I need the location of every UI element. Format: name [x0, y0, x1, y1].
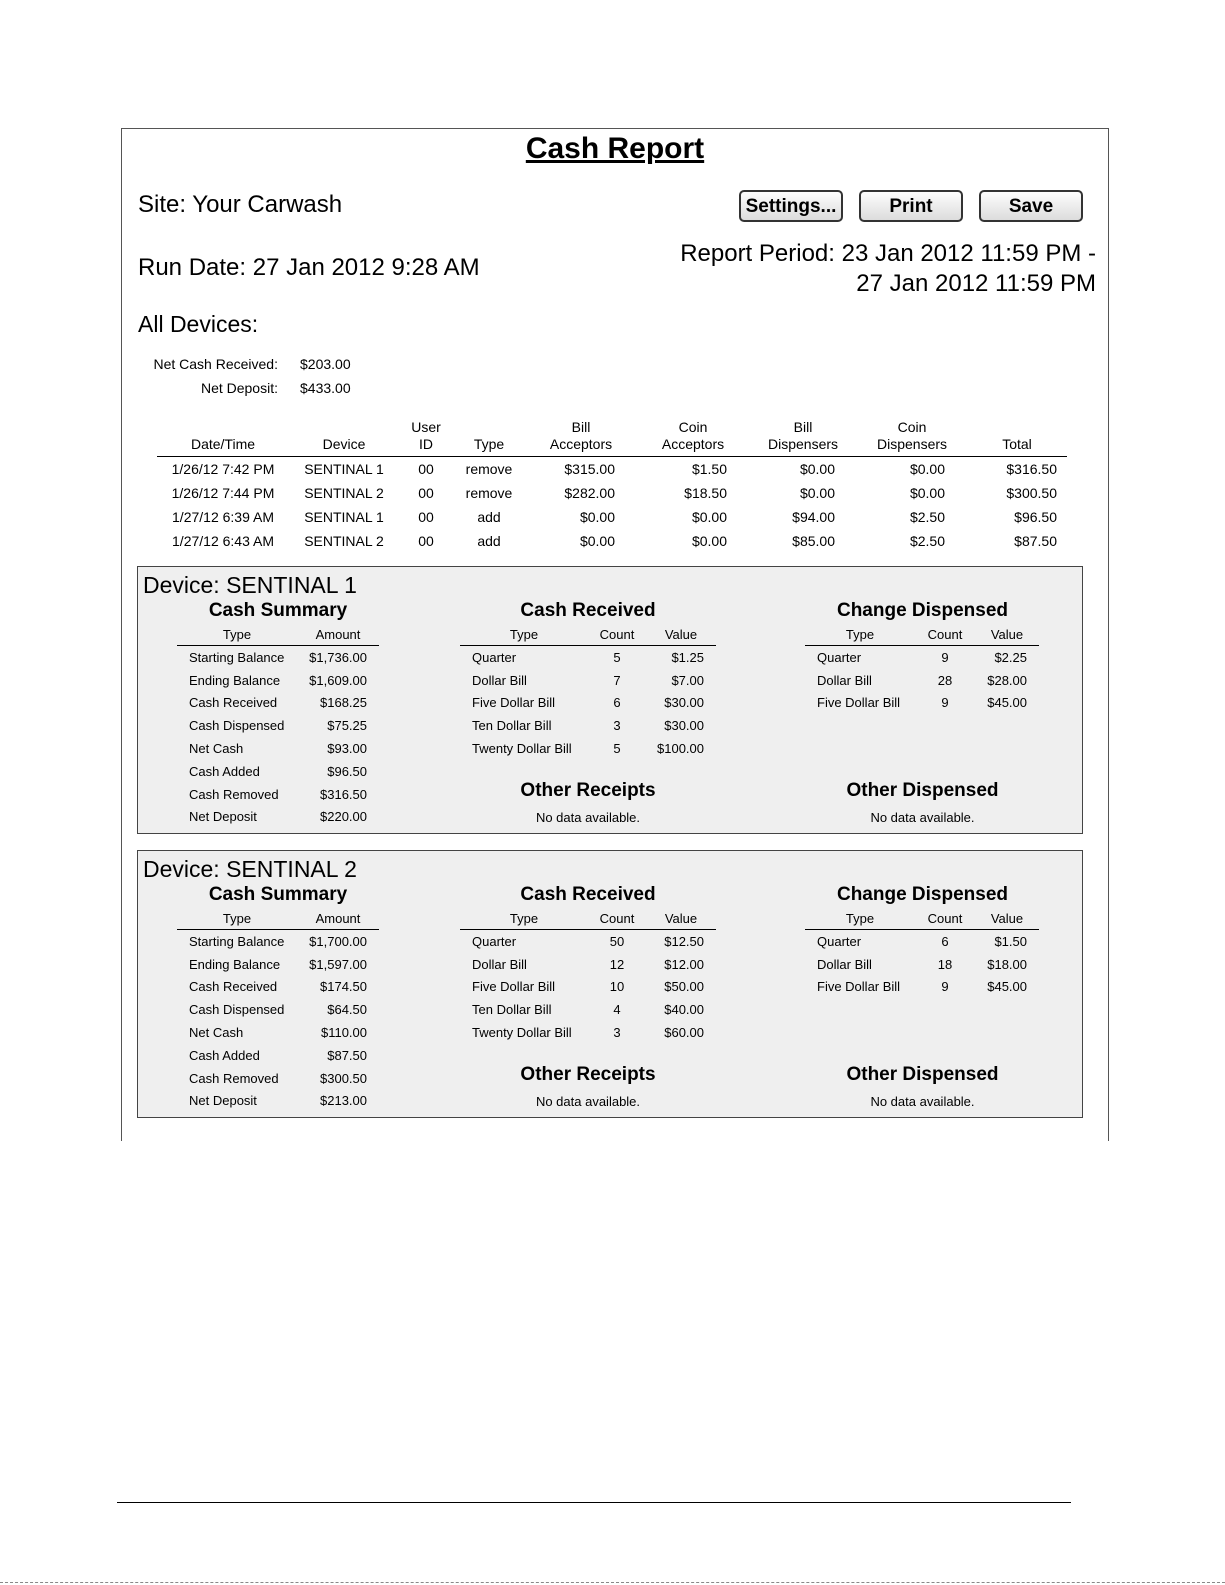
cash-summary-table	[177, 911, 379, 1112]
table-row	[805, 930, 1039, 953]
cash-summary-title: Cash Summary	[208, 884, 348, 905]
table-cell: 6	[941, 933, 949, 949]
table-row	[177, 998, 379, 1021]
page-footer-line	[117, 1502, 1071, 1503]
column-header: Count	[588, 627, 646, 646]
column-header-line1: Bill	[793, 419, 813, 435]
column-header	[399, 419, 453, 457]
table-cell: Cash Received	[189, 695, 278, 711]
column-header-line1: Coin	[897, 419, 927, 435]
table-cell: Cash Received	[189, 979, 278, 995]
column-header: Amount	[297, 627, 379, 646]
transactions-header	[157, 419, 1067, 457]
table-cell: Ten Dollar Bill	[472, 718, 552, 734]
column-header-line1: User	[411, 419, 441, 435]
table-cell: $1.50	[691, 461, 727, 477]
save-button[interactable]: Save	[979, 190, 1083, 222]
cash-summary-table-header	[177, 911, 379, 930]
table-row	[177, 1021, 379, 1044]
settings-button[interactable]: Settings...	[739, 190, 843, 222]
change-dispensed-title: Change Dispensed	[836, 884, 1009, 905]
site-name: Site: Your Carwash	[138, 191, 343, 218]
table-row	[460, 669, 716, 692]
table-cell: Quarter	[472, 933, 517, 949]
table-cell: $96.50	[1014, 509, 1057, 525]
table-cell: $45.00	[987, 979, 1027, 995]
table-cell: $0.00	[579, 533, 615, 549]
table-cell: Quarter	[817, 649, 862, 665]
table-cell: 00	[418, 509, 434, 525]
column-header: Type	[460, 911, 588, 930]
column-header	[157, 419, 289, 457]
table-cell: $300.50	[320, 1070, 367, 1086]
column-header-line1: Total	[1002, 436, 1032, 452]
table-cell: $87.50	[327, 1047, 367, 1063]
table-cell: SENTINAL 1	[304, 461, 384, 477]
net-deposit-value: $433.00	[300, 380, 351, 396]
table-cell: $0.00	[799, 485, 835, 501]
transactions-body	[157, 457, 1067, 554]
table-cell: SENTINAL 2	[304, 485, 384, 501]
table-row	[805, 646, 1039, 669]
change-dispensed-table-header	[805, 911, 1039, 930]
table-cell: Ending Balance	[189, 956, 281, 972]
table-cell: 28	[937, 672, 953, 688]
table-row	[177, 1044, 379, 1067]
cash-received-title: Cash Received	[520, 884, 656, 905]
table-cell: Twenty Dollar Bill	[472, 1025, 572, 1041]
table-row	[805, 976, 1039, 999]
table-cell: Dollar Bill	[472, 672, 527, 688]
other-dispensed-title: Other Dispensed	[846, 780, 999, 801]
table-cell: Five Dollar Bill	[817, 979, 901, 995]
other-dispensed-empty: No data available.	[870, 1094, 975, 1109]
report-period	[680, 239, 1096, 299]
table-cell: Cash Dispensed	[189, 718, 285, 734]
column-header	[967, 419, 1067, 457]
cash-received-title: Cash Received	[520, 600, 656, 621]
report-title: Cash Report	[525, 132, 705, 165]
table-cell: Cash Removed	[189, 1070, 279, 1086]
table-row	[460, 737, 716, 760]
net-cash-received-label: Net Cash Received:	[153, 356, 278, 372]
change-dispensed-table-header	[805, 627, 1039, 646]
table-cell: $1,609.00	[309, 672, 367, 688]
table-cell: Net Deposit	[189, 1093, 257, 1109]
table-cell: $168.25	[320, 695, 367, 711]
table-row	[177, 1090, 379, 1113]
table-cell: Net Cash	[189, 1025, 244, 1041]
column-header: Count	[588, 911, 646, 930]
table-cell: $85.00	[792, 533, 835, 549]
column-header-line1: Bill	[571, 419, 591, 435]
table-cell: Five Dollar Bill	[472, 979, 556, 995]
table-cell: 18	[937, 956, 953, 972]
cash-summary-title: Cash Summary	[208, 600, 348, 621]
net-deposit-label: Net Deposit:	[200, 380, 278, 396]
table-cell: 1/26/12 7:44 PM	[171, 485, 275, 501]
table-row	[157, 457, 1067, 482]
table-cell: Quarter	[472, 649, 517, 665]
table-row	[177, 1067, 379, 1090]
transactions-table	[157, 419, 1067, 553]
table-cell: $315.00	[564, 461, 615, 477]
table-cell: $0.00	[579, 509, 615, 525]
column-header-line1: Date/Time	[190, 436, 256, 452]
table-cell: $282.00	[564, 485, 615, 501]
table-cell: $40.00	[664, 1002, 704, 1018]
table-cell: $18.50	[684, 485, 727, 501]
column-header: Type	[805, 911, 915, 930]
column-header	[749, 419, 857, 457]
table-row	[177, 714, 379, 737]
table-cell: Cash Removed	[189, 786, 279, 802]
table-cell: Five Dollar Bill	[817, 695, 901, 711]
table-cell: SENTINAL 2	[304, 533, 384, 549]
table-cell: $60.00	[664, 1025, 704, 1041]
column-header	[857, 419, 967, 457]
device-panel-sentinal-1	[137, 566, 1083, 834]
table-cell: Dollar Bill	[817, 672, 872, 688]
table-cell: $2.25	[994, 649, 1027, 665]
all-devices-heading: All Devices:	[138, 311, 259, 337]
other-receipts-empty: No data available.	[535, 1094, 641, 1109]
table-cell: 00	[418, 485, 434, 501]
other-dispensed-empty: No data available.	[870, 810, 975, 825]
table-cell: $12.50	[664, 933, 704, 949]
table-row	[460, 692, 716, 715]
table-cell: $12.00	[664, 956, 704, 972]
table-cell: $0.00	[691, 533, 727, 549]
table-cell: $28.00	[987, 672, 1027, 688]
table-cell: remove	[465, 485, 513, 501]
table-cell: $30.00	[664, 718, 704, 734]
table-cell: 1/27/12 6:43 AM	[172, 533, 274, 549]
table-cell: 10	[609, 979, 625, 995]
table-cell: $213.00	[320, 1093, 367, 1109]
table-cell: 50	[609, 933, 625, 949]
table-cell: Ending Balance	[189, 672, 281, 688]
column-header-line2: Acceptors	[549, 436, 613, 452]
cash-summary-table	[177, 627, 379, 828]
table-cell: Starting Balance	[189, 649, 285, 665]
table-cell: 3	[613, 1025, 621, 1041]
table-row	[460, 976, 716, 999]
change-dispensed-table	[805, 911, 1039, 998]
cash-received-table-header	[460, 911, 716, 930]
table-row	[177, 806, 379, 829]
table-row	[157, 529, 1067, 553]
page-break-line	[0, 1582, 1225, 1583]
table-cell: $300.50	[1006, 485, 1057, 501]
device-panel-sentinal-2	[137, 850, 1083, 1118]
cash-summary-table-header	[177, 627, 379, 646]
other-receipts-empty: No data available.	[535, 810, 641, 825]
table-cell: 5	[613, 741, 621, 757]
column-header-line2: Dispensers	[767, 436, 839, 452]
table-row	[805, 692, 1039, 715]
print-button[interactable]: Print	[859, 190, 963, 222]
run-date: Run Date: 27 Jan 2012 9:28 AM	[138, 254, 480, 281]
table-cell: $30.00	[664, 695, 704, 711]
table-cell: 00	[418, 533, 434, 549]
column-header-line2: ID	[419, 436, 433, 452]
table-row	[460, 930, 716, 953]
table-cell: Net Deposit	[189, 809, 257, 825]
column-header: Value	[646, 911, 716, 930]
table-cell: $93.00	[327, 741, 367, 757]
table-row	[177, 646, 379, 669]
column-header: Type	[805, 627, 915, 646]
table-row	[177, 953, 379, 976]
table-row	[157, 505, 1067, 529]
table-cell: $2.50	[909, 533, 945, 549]
table-row	[177, 669, 379, 692]
table-cell: $1.25	[671, 649, 704, 665]
column-header-line1: Coin	[678, 419, 708, 435]
table-row	[460, 953, 716, 976]
column-header-line2: Acceptors	[661, 436, 725, 452]
table-cell: $174.50	[320, 979, 367, 995]
device-title: Device: SENTINAL 1	[143, 572, 357, 598]
table-row	[460, 1021, 716, 1044]
table-cell: $2.50	[909, 509, 945, 525]
table-row	[460, 714, 716, 737]
table-cell: 4	[613, 1002, 621, 1018]
column-header	[637, 419, 749, 457]
table-cell: $0.00	[909, 485, 945, 501]
table-row	[177, 976, 379, 999]
table-cell: 3	[613, 718, 621, 734]
table-cell: Five Dollar Bill	[472, 695, 556, 711]
column-header	[289, 419, 399, 457]
device-title: Device: SENTINAL 2	[143, 856, 357, 882]
table-cell: 1/27/12 6:39 AM	[172, 509, 274, 525]
cash-received-table-header	[460, 627, 716, 646]
table-row	[157, 481, 1067, 505]
table-cell: $75.25	[327, 718, 367, 734]
table-cell: Quarter	[817, 933, 862, 949]
table-row	[177, 783, 379, 806]
table-cell: $220.00	[320, 809, 367, 825]
table-cell: $100.00	[657, 741, 704, 757]
table-cell: 7	[613, 672, 621, 688]
change-dispensed-table	[805, 627, 1039, 714]
other-dispensed-title: Other Dispensed	[846, 1064, 999, 1085]
table-cell: $50.00	[664, 979, 704, 995]
table-cell: $7.00	[671, 672, 704, 688]
column-header: Count	[915, 627, 975, 646]
table-row	[460, 646, 716, 669]
table-cell: add	[477, 533, 501, 549]
cash-received-table	[460, 627, 716, 760]
column-header: Type	[177, 627, 297, 646]
table-cell: $0.00	[691, 509, 727, 525]
column-header: Value	[646, 627, 716, 646]
other-receipts-title: Other Receipts	[520, 780, 656, 801]
table-cell: 12	[609, 956, 625, 972]
table-row	[177, 737, 379, 760]
column-header: Value	[975, 911, 1039, 930]
table-cell: SENTINAL 1	[304, 509, 384, 525]
table-cell: $94.00	[792, 509, 835, 525]
table-cell: Cash Added	[189, 763, 260, 779]
table-row	[177, 760, 379, 783]
report-period-line2: 27 Jan 2012 11:59 PM	[856, 270, 1096, 297]
table-cell: 5	[613, 649, 621, 665]
column-header: Count	[915, 911, 975, 930]
table-cell: $1,597.00	[309, 956, 367, 972]
table-row	[177, 930, 379, 953]
table-cell: $1,736.00	[309, 649, 367, 665]
column-header: Value	[975, 627, 1039, 646]
table-cell: Starting Balance	[189, 933, 285, 949]
table-cell: $0.00	[799, 461, 835, 477]
report-window	[121, 128, 1109, 1141]
table-cell: 9	[941, 695, 949, 711]
column-header: Type	[460, 627, 588, 646]
column-header-line1: Type	[473, 436, 505, 452]
table-cell: Cash Added	[189, 1047, 260, 1063]
change-dispensed-title: Change Dispensed	[836, 600, 1009, 621]
column-header	[525, 419, 637, 457]
table-cell: add	[477, 509, 501, 525]
table-cell: $110.00	[320, 1025, 367, 1041]
other-receipts-title: Other Receipts	[520, 1064, 656, 1085]
table-row	[805, 953, 1039, 976]
table-cell: 00	[418, 461, 434, 477]
table-cell: 6	[613, 695, 621, 711]
table-cell: 9	[941, 979, 949, 995]
column-header: Type	[177, 911, 297, 930]
table-row	[177, 692, 379, 715]
table-cell: $45.00	[987, 695, 1027, 711]
net-cash-received-value: $203.00	[300, 356, 351, 372]
table-cell: remove	[465, 461, 513, 477]
table-cell: $96.50	[327, 763, 367, 779]
column-header	[453, 419, 525, 457]
table-cell: Ten Dollar Bill	[472, 1002, 552, 1018]
column-header: Amount	[297, 911, 379, 930]
table-cell: $316.50	[320, 786, 367, 802]
column-header-line1: Device	[322, 436, 366, 452]
table-cell: $1,700.00	[309, 933, 367, 949]
table-cell: $18.00	[987, 956, 1027, 972]
table-cell: $87.50	[1014, 533, 1057, 549]
table-cell: Dollar Bill	[472, 956, 527, 972]
table-cell: Dollar Bill	[817, 956, 872, 972]
table-cell: $64.50	[327, 1002, 367, 1018]
table-cell: $316.50	[1006, 461, 1057, 477]
table-cell: 9	[941, 649, 949, 665]
table-cell: 1/26/12 7:42 PM	[171, 461, 275, 477]
table-cell: Cash Dispensed	[189, 1002, 285, 1018]
report-period-line1: Report Period: 23 Jan 2012 11:59 PM -	[680, 240, 1096, 267]
table-cell: $0.00	[909, 461, 945, 477]
column-header-line2: Dispensers	[876, 436, 948, 452]
table-row	[805, 669, 1039, 692]
table-row	[460, 998, 716, 1021]
table-cell: Net Cash	[189, 741, 244, 757]
cash-received-table	[460, 911, 716, 1044]
table-cell: Twenty Dollar Bill	[472, 741, 572, 757]
table-cell: $1.50	[994, 933, 1027, 949]
